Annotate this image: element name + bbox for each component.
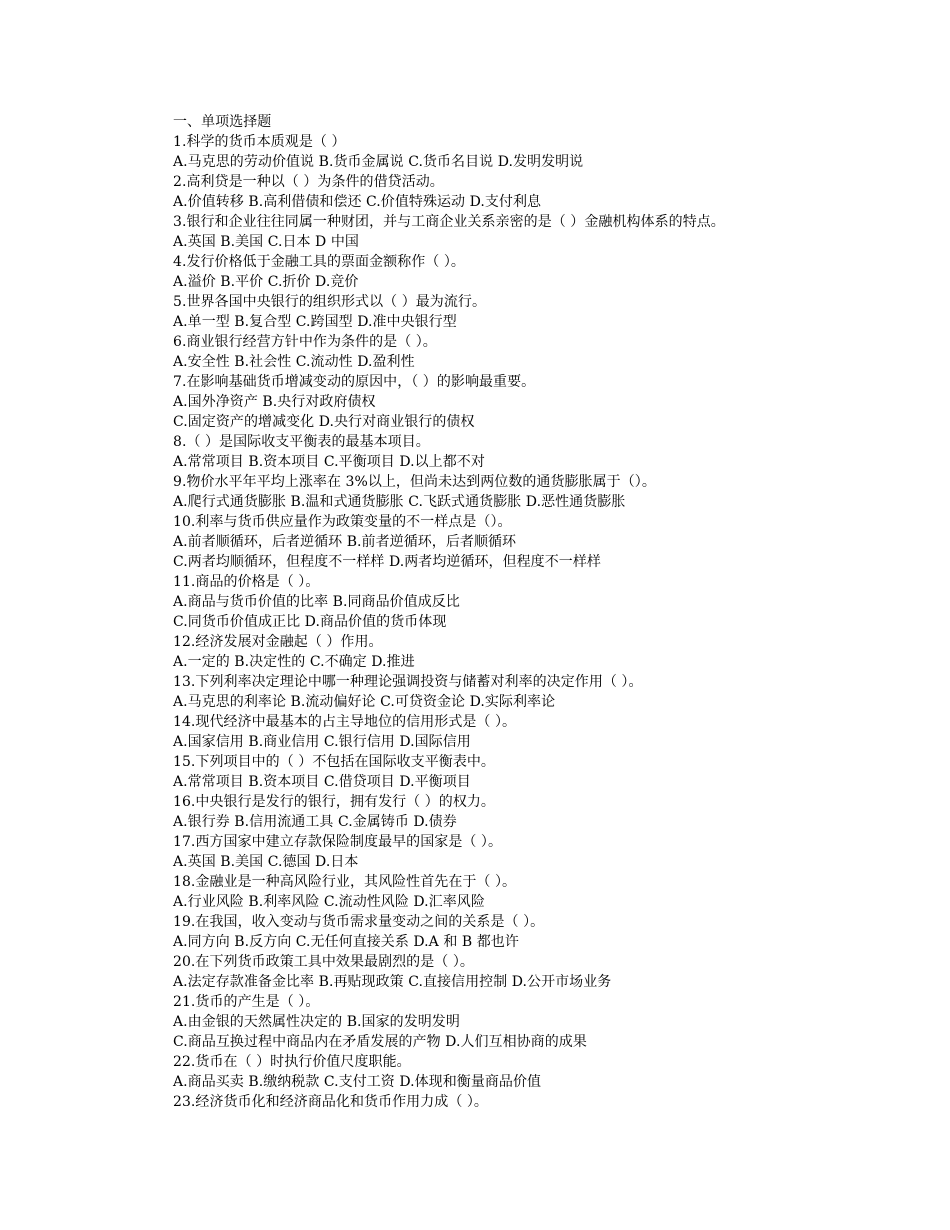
question-1: 1.科学的货币本质观是（ ） xyxy=(173,134,346,150)
question-13-options: A.马克思的利率论 B.流动偏好论 C.可贷资金论 D.实际利率论 xyxy=(173,694,556,710)
question-18-options: A.行业风险 B.利率风险 C.流动性风险 D.汇率风险 xyxy=(173,894,485,910)
question-11-options-cd: C.同货币价值成正比 D.商品价值的货币体现 xyxy=(173,614,447,630)
question-9-options: A.爬行式通货膨胀 B.温和式通货膨胀 C.飞跃式通货膨胀 D.恶性通货膨胀 xyxy=(173,494,626,510)
question-22: 22.货币在（ ）时执行价值尺度职能。 xyxy=(173,1054,411,1070)
question-2: 2.高利贷是一种以（ ）为条件的借贷活动。 xyxy=(173,174,444,190)
question-11: 11.商品的价格是（ ）。 xyxy=(173,574,320,590)
question-3: 3.银行和企业往往同属一种财团，并与工商企业关系亲密的是（ ）金融机构体系的特点。 xyxy=(173,214,725,230)
question-15-options: A.常常项目 B.资本项目 C.借贷项目 D.平衡项目 xyxy=(173,774,471,790)
question-10-options-cd: C.两者均顺循环，但程度不一样样 D.两者均逆循环，但程度不一样样 xyxy=(173,554,601,570)
question-10-options-ab: A.前者顺循环，后者逆循环 B.前者逆循环，后者顺循环 xyxy=(173,534,517,550)
question-12: 12.经济发展对金融起（ ）作用。 xyxy=(173,634,383,650)
question-12-options: A.一定的 B.决定性的 C.不确定 D.推进 xyxy=(173,654,415,670)
question-15: 15.下列项目中的（ ）不包括在国际收支平衡表中。 xyxy=(173,754,495,770)
question-20: 20.在下列货币政策工具中效果最剧烈的是（ ）。 xyxy=(173,954,474,970)
question-21-options-ab: A.由金银的天然属性决定的 B.国家的发明发明 xyxy=(173,1014,460,1030)
question-8-options: A.常常项目 B.资本项目 C.平衡项目 D.以上都不对 xyxy=(173,454,485,470)
question-16: 16.中央银行是发行的银行，拥有发行（ ）的权力。 xyxy=(173,794,495,810)
question-6-options: A.安全性 B.社会性 C.流动性 D.盈利性 xyxy=(173,354,415,370)
question-2-options: A.价值转移 B.高利借债和偿还 C.价值特殊运动 D.支付利息 xyxy=(173,194,542,210)
question-23: 23.经济货币化和经济商品化和货币作用力成（ ）。 xyxy=(173,1094,488,1110)
question-18: 18.金融业是一种高风险行业，其风险性首先在于（ ）。 xyxy=(173,874,517,890)
question-9: 9.物价水平年平均上涨率在 3%以上，但尚未达到两位数的通货膨胀属于（）。 xyxy=(173,474,656,490)
question-17: 17.西方国家中建立存款保险制度最早的国家是（ ）。 xyxy=(173,834,503,850)
section-heading: 一、单项选择题 xyxy=(173,114,272,130)
question-17-options: A.英国 B.美国 C.德国 D.日本 xyxy=(173,854,359,870)
question-6: 6.商业银行经营方针中作为条件的是（ ）。 xyxy=(173,334,437,350)
document-page xyxy=(173,112,873,1112)
question-7: 7.在影响基础货币增减变动的原因中，（ ）的影响最重要。 xyxy=(173,374,536,390)
question-7-options-cd: C.固定资产的增减变化 D.央行对商业银行的债权 xyxy=(173,414,475,430)
question-19-options: A.同方向 B.反方向 C.无任何直接关系 D.A 和 B 都也许 xyxy=(173,934,519,950)
question-5: 5.世界各国中央银行的组织形式以（ ）最为流行。 xyxy=(173,294,487,310)
question-7-options-ab: A.国外净资产 B.央行对政府债权 xyxy=(173,394,376,410)
question-13: 13.下列利率决定理论中哪一种理论强调投资与储蓄对利率的决定作用（ ）。 xyxy=(173,674,643,690)
question-14-options: A.国家信用 B.商业信用 C.银行信用 D.国际信用 xyxy=(173,734,471,750)
question-10: 10.利率与货币供应量作为政策变量的不一样点是（）。 xyxy=(173,514,512,530)
question-1-options: A.马克思的劳动价值说 B.货币金属说 C.货币名目说 D.发明发明说 xyxy=(173,154,584,170)
question-8: 8.（ ）是国际收支平衡表的最基本项目。 xyxy=(173,434,430,450)
question-4: 4.发行价格低于金融工具的票面金额称作（ ）。 xyxy=(173,254,465,270)
question-21-options-cd: C.商品互换过程中商品内在矛盾发展的产物 D.人们互相协商的成果 xyxy=(173,1034,587,1050)
question-14: 14.现代经济中最基本的占主导地位的信用形式是（ ）。 xyxy=(173,714,517,730)
question-20-options: A.法定存款准备金比率 B.再贴现政策 C.直接信用控制 D.公开市场业务 xyxy=(173,974,612,990)
question-11-options-ab: A.商品与货币价值的比率 B.同商品价值成反比 xyxy=(173,594,460,610)
question-16-options: A.银行券 B.信用流通工具 C.金属铸币 D.债券 xyxy=(173,814,457,830)
question-22-options: A.商品买卖 B.缴纳税款 C.支付工资 D.体现和衡量商品价值 xyxy=(173,1074,542,1090)
question-4-options: A.溢价 B.平价 C.折价 D.竞价 xyxy=(173,274,359,290)
question-3-options: A.英国 B.美国 C.日本 D 中国 xyxy=(173,234,359,250)
question-5-options: A.单一型 B.复合型 C.跨国型 D.准中央银行型 xyxy=(173,314,457,330)
question-21: 21.货币的产生是（ ）。 xyxy=(173,994,320,1010)
question-19: 19.在我国，收入变动与货币需求量变动之间的关系是（ ）。 xyxy=(173,914,545,930)
